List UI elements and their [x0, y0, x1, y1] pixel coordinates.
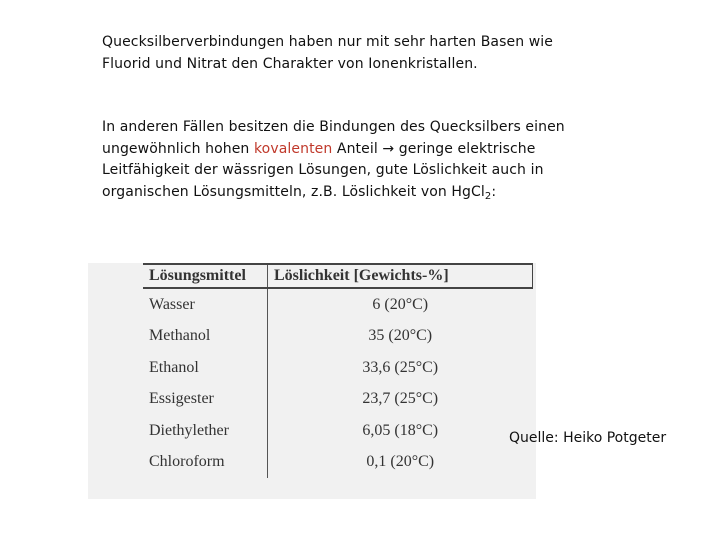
table-header-row — [143, 264, 533, 288]
table-row — [143, 415, 533, 447]
table-row — [143, 447, 533, 479]
solvent-cell: Essigester — [143, 384, 268, 416]
header-solvent: Lösungsmittel — [143, 264, 268, 288]
solvent-cell: Ethanol — [143, 352, 268, 384]
solvent-cell: Chloroform — [143, 447, 268, 479]
table-row — [143, 352, 533, 384]
source-citation: Quelle: Heiko Potgeter — [509, 430, 667, 446]
covalent-paragraph — [102, 117, 572, 203]
header-solubility: Löslichkeit [Gewichts-%] — [268, 264, 533, 288]
solubility-cell: 35 (20°C) — [368, 327, 433, 345]
solubility-cell: 6 (20°C) — [372, 295, 429, 313]
solubility-cell: 0,1 (20°C) — [366, 453, 435, 471]
solvent-cell: Methanol — [143, 321, 268, 353]
formula-cl: Cl — [471, 183, 485, 200]
solubility-cell: 6,05 (18°C) — [362, 421, 439, 439]
table-row — [143, 288, 533, 321]
solubility-cell: 23,7 (25°C) — [362, 390, 439, 408]
solvent-cell: Wasser — [143, 288, 268, 321]
solubility-cell: 33,6 (25°C) — [362, 358, 439, 376]
paragraph-end: : — [491, 183, 497, 200]
paragraph-text-after: Anteil → geringe elektrische Leitfähigkeit der wässrigen Lösungen, gute Löslichkeit auch in organischen Lösungsmitteln, z.B. Löslichkeit von Hg — [102, 140, 544, 200]
solvent-cell: Diethylether — [143, 415, 268, 447]
solubility-table-image — [88, 263, 536, 499]
solubility-table — [143, 263, 533, 478]
paragraph-text-before: In anderen Fällen besitzen die Bindungen des Quecksilbers einen ungewöhnlich hohen — [102, 119, 565, 157]
table-row — [143, 321, 533, 353]
table-row — [143, 384, 533, 416]
formula-subscript: 2 — [484, 190, 492, 202]
intro-paragraph: Quecksilberverbindungen haben nur mit sehr harten Basen wie Fluorid und Nitrat den Charakter von Ionenkristallen. — [102, 34, 553, 72]
highlight-term: kovalenten — [253, 140, 333, 157]
